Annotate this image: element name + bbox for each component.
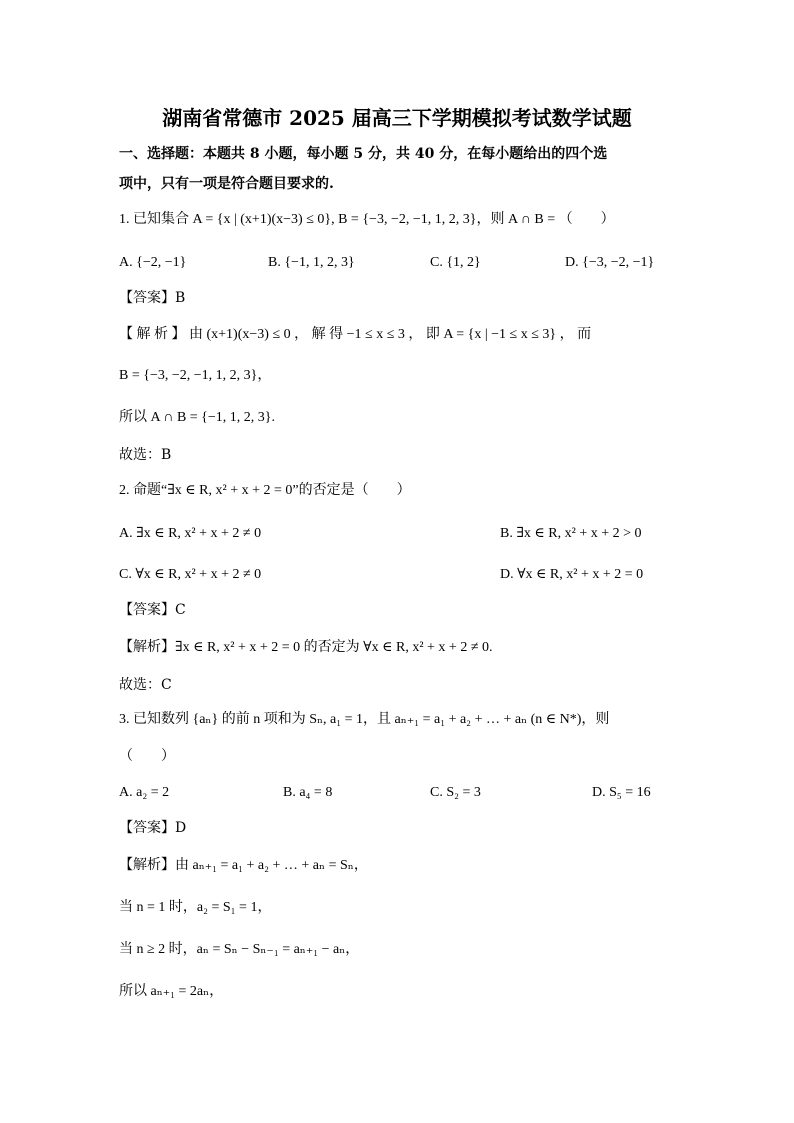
q2-answer: 【答案】C <box>119 602 186 618</box>
q3-analysis-line3: 当 n ≥ 2 时，aₙ = Sₙ − Sₙ₋₁ = aₙ₊₁ − aₙ， <box>119 942 360 957</box>
section-heading-line2: 项中，只有一项是符合题目要求的. <box>119 176 334 192</box>
q2-option-d: D. ∀x ∈ R, x² + x + 2 = 0 <box>500 567 644 582</box>
q1-stem: 1. 已知集合 A = {x | (x+1)(x−3) ≤ 0}, B = {−3, −2, −1, 1, 2, 3}，则 A ∩ B = （ ） <box>119 212 615 227</box>
q3-option-a: A. a₂ = 2 <box>119 785 170 800</box>
q3-analysis-line2: 当 n = 1 时，a₂ = S₁ = 1， <box>119 900 272 915</box>
q2-stem: 2. 命题“∃x ∈ R, x² + x + 2 = 0”的否定是（ ） <box>119 483 411 498</box>
q2-option-a: A. ∃x ∈ R, x² + x + 2 ≠ 0 <box>119 526 262 541</box>
q1-answer: 【答案】B <box>119 290 186 306</box>
q1-option-d: D. {−3, −2, −1} <box>565 255 655 270</box>
q3-stem-line2: （ ） <box>119 748 175 764</box>
page-title: 湖南省常德市 2025 届高三下学期模拟考试数学试题 <box>162 106 632 130</box>
section-heading-line1: 一、选择题：本题共 8 小题，每小题 5 分，共 40 分，在每小题给出的四个选 <box>119 146 608 162</box>
q2-analysis: 【解析】∃x ∈ R, x² + x + 2 = 0 的否定为 ∀x ∈ R, x² + x + 2 ≠ 0. <box>119 640 493 655</box>
q3-option-c: C. S₂ = 3 <box>430 785 481 800</box>
q2-choice: 故选：C <box>119 677 172 693</box>
q1-option-a: A. {−2, −1} <box>119 255 187 270</box>
q1-option-c: C. {1, 2} <box>430 255 481 270</box>
q1-option-b: B. {−1, 1, 2, 3} <box>268 255 355 270</box>
q3-stem-line1: 3. 已知数列 {aₙ} 的前 n 项和为 Sₙ, a₁ = 1，且 aₙ₊₁ = a₁ + a₂ + … + aₙ (n ∈ N*)，则 <box>119 712 610 727</box>
q3-option-b: B. a₄ = 8 <box>283 785 333 800</box>
q1-choice: 故选：B <box>119 447 172 463</box>
q1-analysis-line3: 所以 A ∩ B = {−1, 1, 2, 3}. <box>119 410 276 425</box>
q1-analysis-line1: 【 解 析 】 由 (x+1)(x−3) ≤ 0 ， 解 得 −1 ≤ x ≤ 3 ， 即 A = {x | −1 ≤ x ≤ 3} ， 而 <box>119 327 592 342</box>
q2-option-b: B. ∃x ∈ R, x² + x + 2 > 0 <box>500 526 642 541</box>
q3-analysis-line1: 【解析】由 aₙ₊₁ = a₁ + a₂ + … + aₙ = Sₙ， <box>119 858 368 873</box>
q1-analysis-line2: B = {−3, −2, −1, 1, 2, 3}， <box>119 368 272 383</box>
q3-answer: 【答案】D <box>119 820 187 836</box>
q3-option-d: D. S₅ = 16 <box>592 785 651 800</box>
q2-option-c: C. ∀x ∈ R, x² + x + 2 ≠ 0 <box>119 567 262 582</box>
q3-analysis-line4: 所以 aₙ₊₁ = 2aₙ， <box>119 984 224 999</box>
